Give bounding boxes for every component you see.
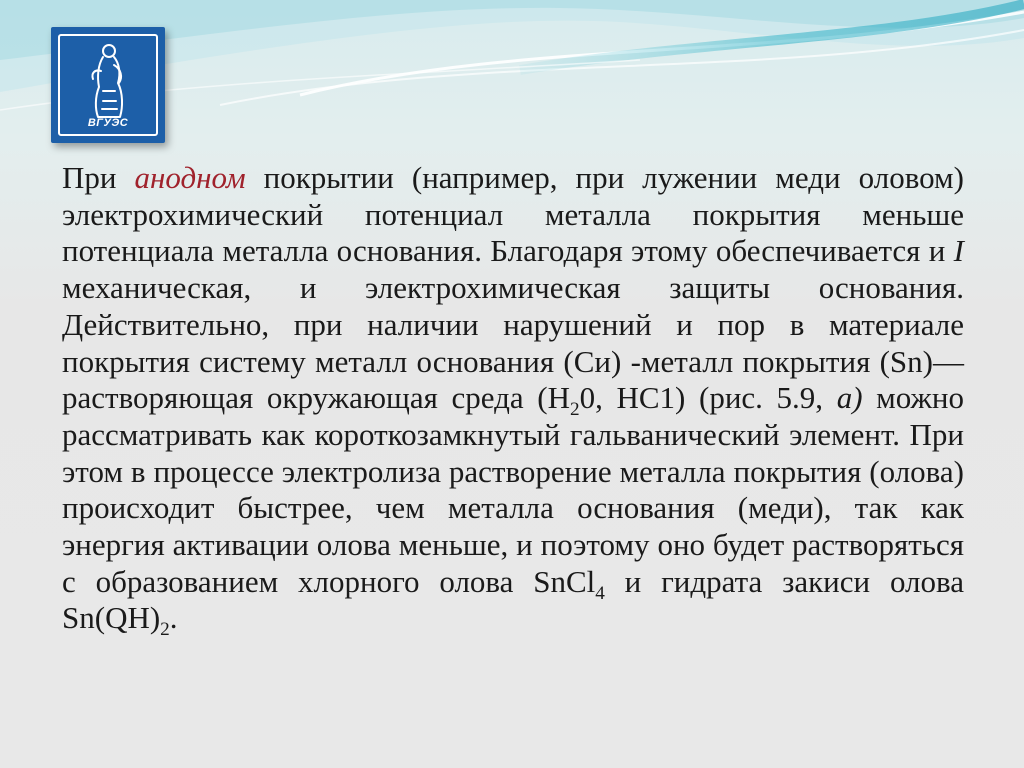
subscript: 2 bbox=[570, 399, 580, 421]
slide-body bbox=[62, 160, 964, 641]
logo-text: ВГУЭС bbox=[87, 117, 129, 129]
text-run: покрытии (например, при лужении меди оловом) электрохимический потенциал металла покрытия меньше потенциала металла основания. Благодаря этому обеспечивается и bbox=[62, 160, 964, 269]
text-run: . bbox=[169, 600, 178, 636]
university-logo bbox=[51, 27, 165, 143]
text-run: При bbox=[62, 160, 135, 195]
subscript: 4 bbox=[595, 582, 605, 604]
text-run: 0, НС1) (рис. 5.9, bbox=[579, 380, 837, 416]
subscript: 2 bbox=[160, 619, 170, 641]
italic-run: I bbox=[953, 233, 964, 269]
text-run: и гидрата закиси олова Sn(QH) bbox=[62, 563, 964, 636]
highlighted-term: анодном bbox=[134, 160, 246, 195]
text-run: механическая, и электрохимическая защиты основания. Действительно, при наличии нарушений и пор в материале покрытия систему металл основания (Си) -металл покрытия (Sn)—растворяющая окружающая среда (Н bbox=[62, 270, 964, 416]
text-run: можно рассматривать как короткозамкнутый гальванический элемент. При этом в процессе электролиза растворение металла покрытия (олова) происходит быстрее, чем металла основания (меди), так как энергия активации олова меньше, и поэтому оно будет растворяться с образованием хлорного олова SnCl bbox=[62, 380, 964, 599]
italic-run: а) bbox=[836, 380, 863, 416]
body-paragraph bbox=[62, 160, 964, 641]
